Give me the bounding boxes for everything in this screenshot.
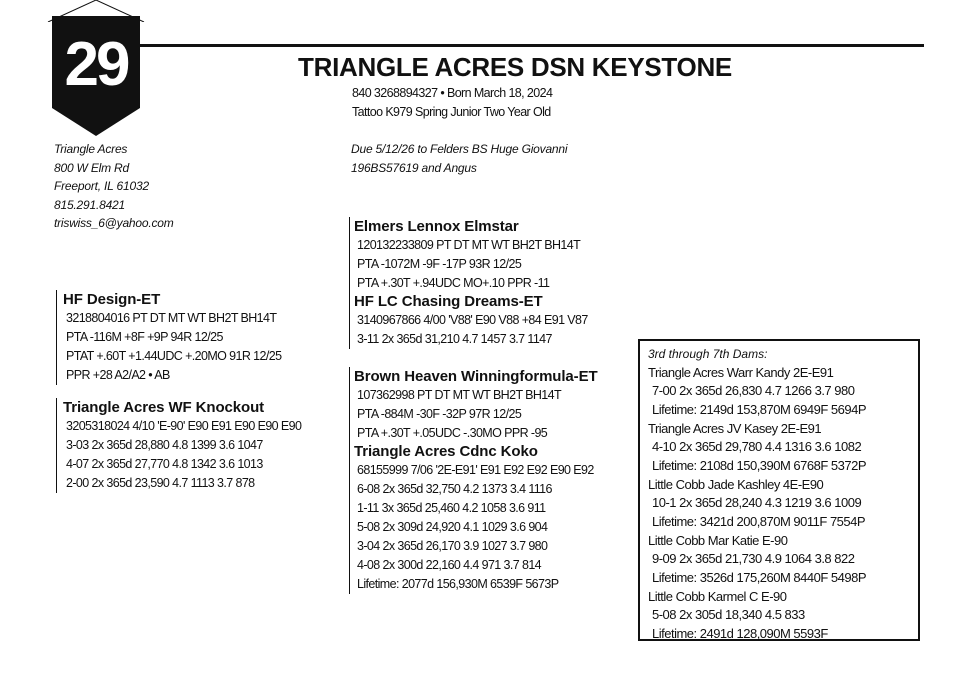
- consignor-email: triswiss_6@yahoo.com: [54, 216, 174, 230]
- header-rule: [140, 44, 924, 47]
- dam-entry: [648, 363, 918, 419]
- registration-info: [352, 84, 552, 122]
- sire-dam-line: 3-11 2x 365d 31,210 4.7 1457 3.7 1147: [357, 332, 552, 346]
- dam-name: Triangle Acres WF Knockout: [63, 399, 265, 416]
- sire-dam-line: 3140967866 4/00 'V88' E90 V88 +84 E91 V87: [357, 313, 588, 327]
- dam-dam-block: [349, 442, 594, 594]
- consignor-city: Freeport, IL 61032: [54, 179, 149, 193]
- dam-sire-name: Brown Heaven Winningformula-ET: [354, 368, 598, 385]
- dam-sire-line: PTA -884M -30F -32P 97R 12/25: [357, 407, 522, 421]
- sire-line: PTAT +.60T +1.44UDC +.20MO 91R 12/25: [66, 349, 282, 363]
- dam-entry-lifetime: Lifetime: 2108d 150,390M 6768F 5372P: [652, 457, 867, 473]
- dam-entry-lifetime: Lifetime: 3421d 200,870M 9011F 7554P: [652, 513, 866, 529]
- consignor-name: Triangle Acres: [54, 142, 128, 156]
- due-line-2: 196BS57619 and Angus: [351, 160, 477, 175]
- dam-dam-name: Triangle Acres Cdnc Koko: [354, 443, 538, 460]
- dam-entry-record: 5-08 2x 305d 18,340 4.5 833: [652, 607, 805, 622]
- dam-entry-name: Little Cobb Jade Kashley 4E-E90: [648, 477, 824, 492]
- dam-entry-record: 4-10 2x 365d 29,780 4.4 1316 3.6 1082: [652, 439, 862, 454]
- dam-entry-record: 7-00 2x 365d 26,830 4.7 1266 3.7 980: [652, 383, 855, 398]
- sire-sire-name: Elmers Lennox Elmstar: [354, 218, 519, 235]
- consignor-street: 800 W Elm Rd: [54, 160, 129, 175]
- due-info: [351, 140, 567, 177]
- sire-sire-line: PTA -1072M -9F -17P 93R 12/25: [357, 257, 522, 271]
- dam-entry-lifetime: Lifetime: 3526d 175,260M 8440F 5498P: [652, 569, 867, 585]
- dam-dam-line: 68155999 7/06 '2E-E91' E91 E92 E92 E90 E92: [357, 463, 594, 477]
- additional-dams-label: 3rd through 7th Dams:: [648, 347, 768, 361]
- dam-dam-line: 3-04 2x 365d 26,170 3.9 1027 3.7 980: [357, 539, 548, 553]
- registration-line: 840 3268894327 • Born March 18, 2024: [352, 86, 553, 100]
- dam-line: 3205318024 4/10 'E-90' E90 E91 E90 E90 E90: [66, 419, 302, 433]
- dam-dam-line: 5-08 2x 309d 24,920 4.1 1029 3.6 904: [357, 520, 548, 534]
- dam-entry: [648, 587, 918, 643]
- consignor-info: [54, 140, 174, 233]
- dam-entry: [648, 531, 918, 587]
- dam-entry-name: Little Cobb Mar Katie E-90: [648, 533, 788, 548]
- sire-sire-block: [349, 217, 580, 293]
- sire-sire-line: PTA +.30T +.94UDC MO+.10 PPR -11: [357, 276, 550, 290]
- dam-dam-line: 1-11 3x 365d 25,460 4.2 1058 3.6 911: [357, 501, 546, 515]
- animal-name-title: TRIANGLE ACRES DSN KEYSTONE: [298, 52, 732, 82]
- dam-entry-record: 10-1 2x 365d 28,240 4.3 1219 3.6 1009: [652, 495, 862, 510]
- sire-dam-name: HF LC Chasing Dreams-ET: [354, 293, 543, 310]
- lot-number: 29: [64, 30, 128, 99]
- dam-sire-block: [349, 367, 598, 443]
- dam-line: 2-00 2x 365d 23,590 4.7 1113 3.7 878: [66, 476, 255, 490]
- sire-block: [56, 290, 281, 385]
- consignor-phone: 815.291.8421: [54, 197, 126, 212]
- dam-entry: [648, 475, 918, 531]
- dam-entry: [648, 419, 918, 475]
- dam-block: [56, 398, 301, 493]
- additional-dams-box: [638, 339, 920, 641]
- dam-entry-record: 9-09 2x 365d 21,730 4.9 1064 3.8 822: [652, 551, 855, 566]
- dam-entry-lifetime: Lifetime: 2491d 128,090M 5593F: [652, 625, 828, 641]
- dam-dam-line: 4-08 2x 300d 22,160 4.4 971 3.7 814: [357, 558, 542, 572]
- dam-line: 3-03 2x 365d 28,880 4.8 1399 3.6 1047: [66, 438, 263, 452]
- dam-entry-name: Triangle Acres Warr Kandy 2E-E91: [648, 365, 834, 380]
- dam-dam-lifetime: Lifetime: 2077d 156,930M 6539F 5673P: [357, 577, 559, 591]
- dam-sire-line: 107362998 PT DT MT WT BH2T BH14T: [357, 388, 562, 402]
- sire-line: PTA -116M +8F +9P 94R 12/25: [66, 330, 223, 344]
- tattoo-line: Tattoo K979 Spring Junior Two Year Old: [352, 105, 551, 119]
- dam-sire-line: PTA +.30T +.05UDC -.30MO PPR -95: [357, 426, 548, 440]
- dam-line: 4-07 2x 365d 27,770 4.8 1342 3.6 1013: [66, 457, 263, 471]
- dam-dam-line: 6-08 2x 365d 32,750 4.2 1373 3.4 1116: [357, 482, 552, 496]
- sire-line: 3218804016 PT DT MT WT BH2T BH14T: [66, 311, 277, 325]
- dam-entry-name: Little Cobb Karmel C E-90: [648, 589, 787, 604]
- due-line-1: Due 5/12/26 to Felders BS Huge Giovanni: [351, 142, 568, 156]
- sire-sire-line: 120132233809 PT DT MT WT BH2T BH14T: [357, 238, 581, 252]
- dam-entry-name: Triangle Acres JV Kasey 2E-E91: [648, 421, 822, 436]
- sire-dam-block: [349, 292, 588, 349]
- dam-entry-lifetime: Lifetime: 2149d 153,870M 6949F 5694P: [652, 401, 867, 417]
- sire-name: HF Design-ET: [63, 291, 161, 308]
- lot-number-pennant: [52, 16, 140, 136]
- sire-line: PPR +28 A2/A2 • AB: [66, 368, 170, 382]
